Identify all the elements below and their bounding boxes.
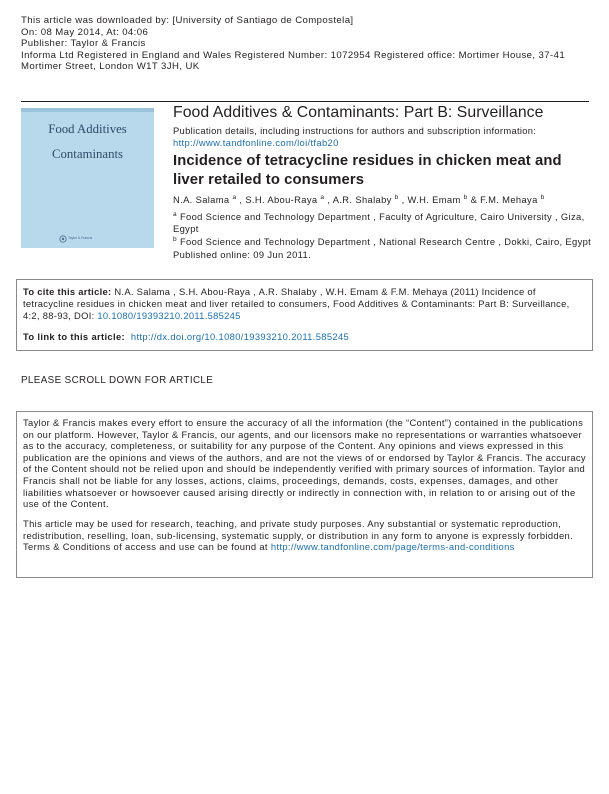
- author-separator: ,: [401, 194, 408, 205]
- usage-text: This article may be used for research, teaching, and private study purposes. Any substantial or systematic reproduction, redistribution, reselling, loan, sub-licensing, systematic supply, or distribution in any form to anyone is expressly forbidden. Terms & Conditions of access and use can be found at: [23, 518, 574, 553]
- affiliation-mark: b: [173, 236, 177, 243]
- cover-top-strip: [21, 108, 154, 112]
- journal-url-link[interactable]: http://www.tandfonline.com/loi/tfab20: [173, 137, 339, 148]
- author-affiliation-mark: a: [320, 194, 325, 201]
- author-separator: ,: [239, 194, 246, 205]
- affiliation-text: Food Science and Technology Department , Faculty of Agriculture, Cairo University , Giza, Egypt: [173, 211, 585, 235]
- article-link-line: [23, 331, 349, 342]
- citation-body: N.A. Salama , S.H. Abou-Raya , A.R. Shalaby , W.H. Emam & F.M. Mehaya (2011) Incidence of tetracycline residues in chicken meat and liver retailed to consumers, Food Additives & Contaminants: Part B: Surveillance, 4:2, 88-93,: [23, 286, 570, 322]
- terms-box: [16, 411, 593, 578]
- download-info: [21, 15, 591, 73]
- cover-title-line1: Food Additives: [48, 122, 127, 136]
- article-title: Incidence of tetracycline residues in chicken meat and liver retailed to consumers: [173, 153, 562, 188]
- citation-label: To cite this article:: [23, 286, 112, 297]
- author-name: N.A. Salama: [173, 194, 230, 205]
- download-line-4: Informa Ltd Registered in England and Wales Registered Number: 1072954 Registered office: Mortimer House, 37-41 Mortimer Street, London W1T 3JH, UK: [21, 49, 566, 73]
- article-doi-url-link[interactable]: http://dx.doi.org/10.1080/19393210.2011.585245: [130, 331, 350, 342]
- download-line-3: Publisher: Taylor & Francis: [21, 38, 146, 50]
- journal-cover-image[interactable]: [21, 108, 154, 248]
- author-separator: &: [470, 194, 481, 205]
- usage-paragraph: [23, 518, 588, 553]
- cover-title-line2: Contaminants: [51, 147, 124, 161]
- terms-conditions-link[interactable]: http://www.tandfonline.com/page/terms-and-conditions: [270, 541, 515, 553]
- download-line-2: On: 08 May 2014, At: 04:06: [21, 26, 149, 38]
- author-affiliation-mark: b: [394, 194, 399, 201]
- doi-link[interactable]: 10.1080/19393210.2011.585245: [97, 310, 241, 322]
- author-name: W.H. Emam: [407, 194, 461, 205]
- affiliation-a: [173, 209, 593, 236]
- author-name: F.M. Mehaya: [480, 194, 538, 205]
- journal-title: Food Additives & Contaminants: Part B: Surveillance: [173, 104, 544, 121]
- scroll-down-notice: PLEASE SCROLL DOWN FOR ARTICLE: [21, 375, 214, 386]
- author-name: A.R. Shalaby: [332, 194, 392, 205]
- header-divider: [21, 101, 589, 102]
- author-affiliation-mark: b: [540, 194, 545, 201]
- disclaimer-paragraph: Taylor & Francis makes every effort to ensure the accuracy of all the information (the “Content”) contained in the publications on our platform. However, Taylor & Francis, our agents, and our licensors make no representations or warranties whatsoever as to the accuracy, completeness, or suitability for any purpose of the Content. Any opinions and views expressed in this publication are the opinions and views of the authors, and are not the views of or endorsed by Taylor & Francis. The accuracy of the Content should not be relied upon and should be independently verified with primary sources of information. Taylor and Francis shall not be liable for any losses, actions, claims, proceedings, demands, costs, expenses, damages, and other liabilities whatsoever or howsoever caused arising directly or indirectly in connection with, in relation to or arising out of the use of the Content.: [23, 417, 586, 510]
- citation-text: [23, 286, 585, 323]
- publication-details: Publication details, including instructions for authors and subscription information:: [173, 125, 537, 136]
- author-name: S.H. Abou-Raya: [245, 194, 318, 205]
- publisher-logo-icon: [59, 235, 67, 243]
- affiliation-mark: a: [173, 211, 177, 218]
- article-link-label: To link to this article:: [23, 331, 125, 342]
- author-list: [173, 194, 545, 205]
- download-line-1: This article was downloaded by: [University of Santiago de Compostela]: [21, 15, 354, 26]
- author-affiliation-mark: a: [232, 194, 237, 201]
- author-affiliation-mark: b: [463, 194, 468, 201]
- citation-box: [16, 279, 593, 351]
- affiliation-b: [173, 236, 591, 247]
- cover-publisher-name: Taylor & Francis: [68, 236, 93, 240]
- doi-label: DOI:: [74, 310, 95, 322]
- affiliation-text: Food Science and Technology Department , National Research Centre , Dokki, Cairo, Egypt: [179, 236, 592, 247]
- published-online-date: Published online: 09 Jun 2011.: [173, 249, 312, 260]
- author-separator: ,: [327, 194, 333, 205]
